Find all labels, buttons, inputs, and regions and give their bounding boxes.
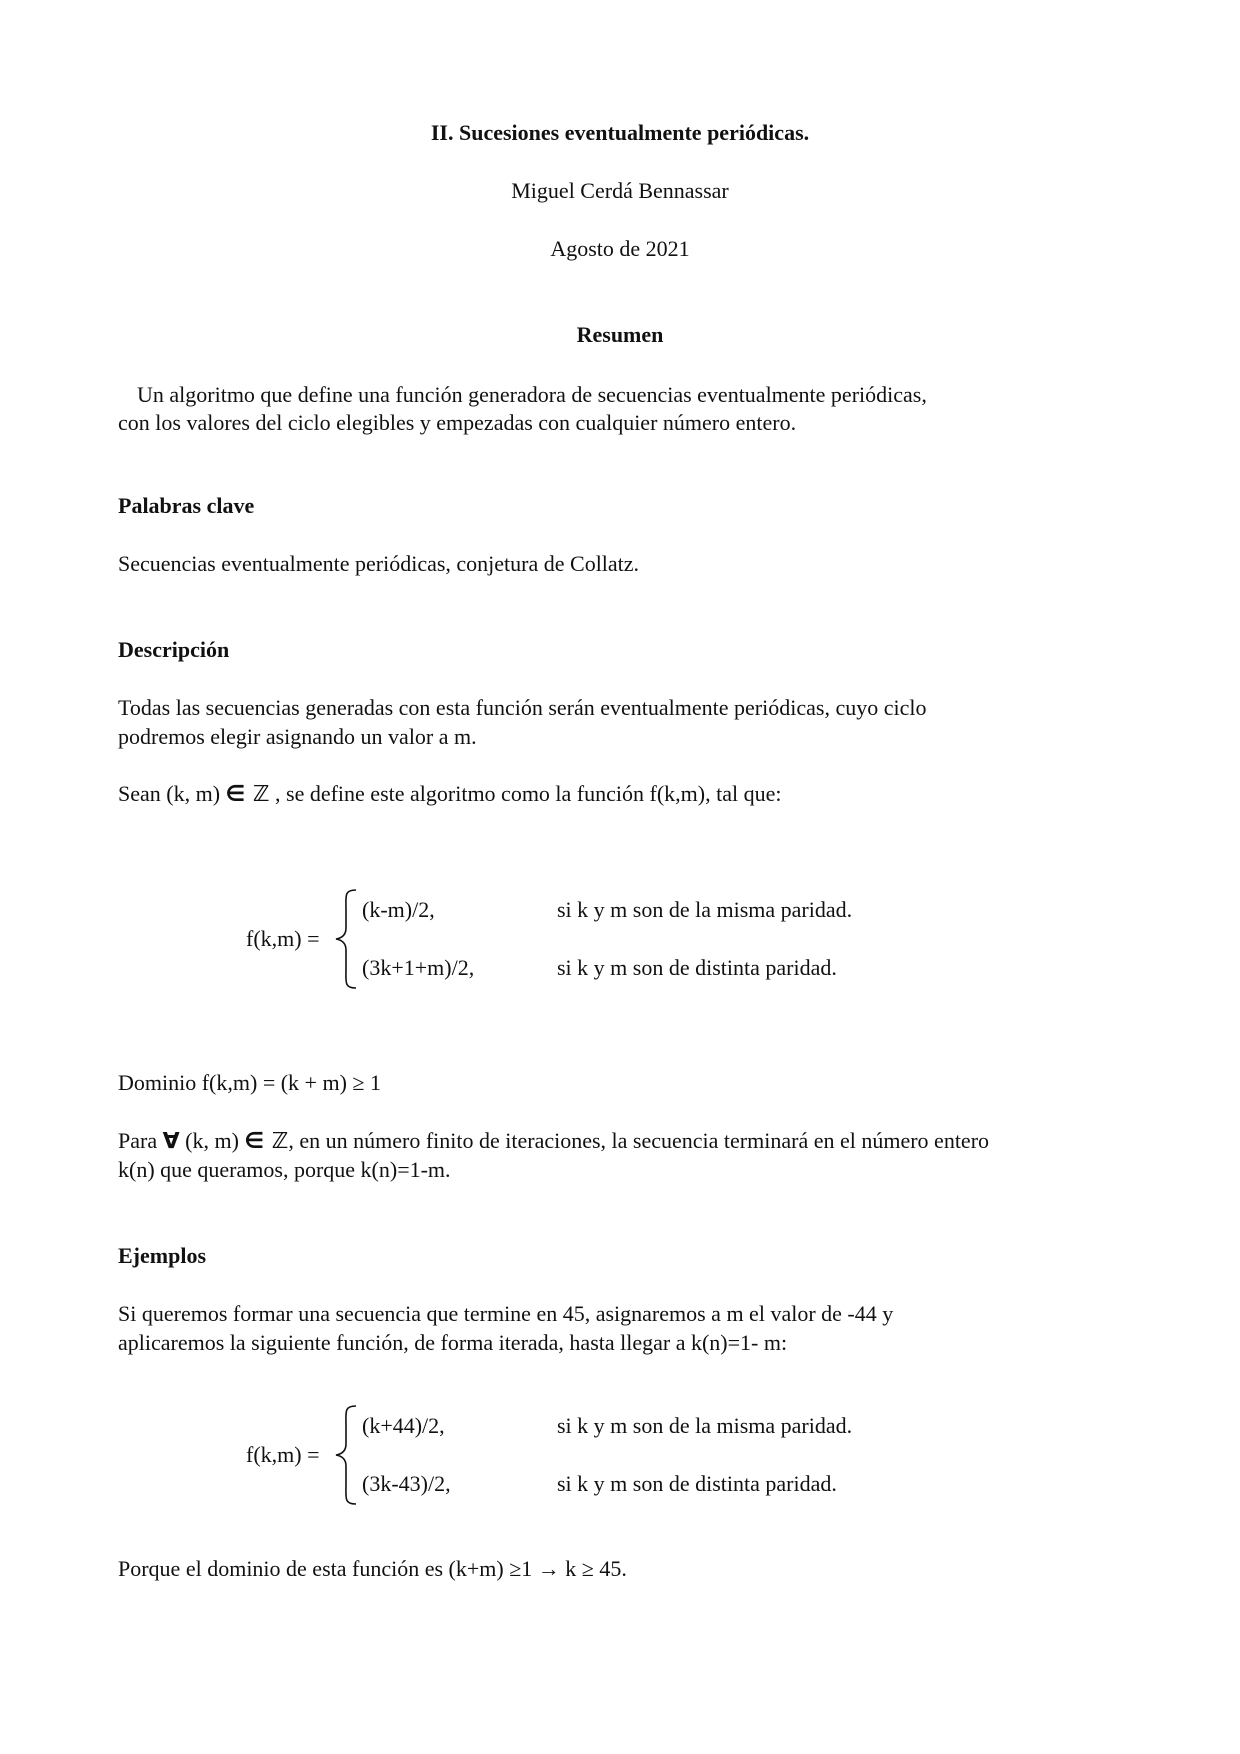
author: Miguel Cerdá Bennassar [511,178,729,203]
formula-2-lhs: f(k,m) = [246,1442,320,1467]
description-heading: Descripción [118,637,230,662]
date: Agosto de 2021 [550,236,690,261]
p3-post: , en un número finito de iteraciones, la secuencia terminará en el número entero [288,1128,990,1153]
element-of-integers-symbol: ∈ ℤ [225,782,270,807]
formula-2-case-1-expression: (k+44)/2, [362,1413,445,1438]
examples-heading: Ejemplos [118,1243,206,1268]
description-p1-line-2: podremos elegir asignando un valor a m. [118,724,477,749]
p2-pre: Sean (k, m) [118,781,226,806]
examples-p1-line-2: aplicaremos la siguiente función, de forma iterada, hasta llegar a k(n)=1- m: [118,1330,788,1355]
formula-1-case-1-expression: (k-m)/2, [362,897,435,922]
formula-1-case-1-condition: si k y m son de la misma paridad. [557,897,853,922]
p3-mid: (k, m) [179,1128,245,1153]
formula-2-brace [332,1404,360,1506]
description-p2 [118,779,781,809]
description-p1-line-1: Todas las secuencias generadas con esta función serán eventualmente periódicas, cuyo ciclo [118,695,927,720]
formula-2-case-1-condition: si k y m son de la misma paridad. [557,1413,853,1438]
description-p3-line-1 [118,1126,989,1156]
abstract-line-2: con los valores del ciclo elegibles y empezadas con cualquier número entero. [118,410,797,435]
p2-post: , se define este algoritmo como la función f(k,m), tal que: [269,781,782,806]
formula-1-case-2-expression: (3k+1+m)/2, [362,955,475,980]
examples-conclusion: Porque el dominio de esta función es (k+m) ≥1 → k ≥ 45. [118,1556,627,1581]
formula-2-case-2-condition: si k y m son de distinta paridad. [557,1471,837,1496]
abstract-heading: Resumen [576,322,664,347]
formula-1-lhs: f(k,m) = [246,926,320,951]
formula-2-case-2-expression: (3k-43)/2, [362,1471,451,1496]
keywords-heading: Palabras clave [118,493,255,518]
abstract-line-1: Un algoritmo que define una función generadora de secuencias eventualmente periódicas, [137,382,927,407]
forall-symbol: ∀ [162,1129,180,1154]
p3-pre: Para [118,1128,163,1153]
domain-statement: Dominio f(k,m) = (k + m) ≥ 1 [118,1070,381,1095]
formula-1-brace [332,888,360,990]
keywords-text: Secuencias eventualmente periódicas, conjetura de Collatz. [118,551,640,576]
paper-title: II. Sucesiones eventualmente periódicas. [430,120,810,145]
formula-1-case-2-condition: si k y m son de distinta paridad. [557,955,837,980]
element-of-integers-symbol: ∈ ℤ [244,1129,289,1154]
description-p3-line-2: k(n) que queramos, porque k(n)=1-m. [118,1157,451,1182]
examples-p1-line-1: Si queremos formar una secuencia que termine en 45, asignaremos a m el valor de -44 y [118,1301,894,1326]
